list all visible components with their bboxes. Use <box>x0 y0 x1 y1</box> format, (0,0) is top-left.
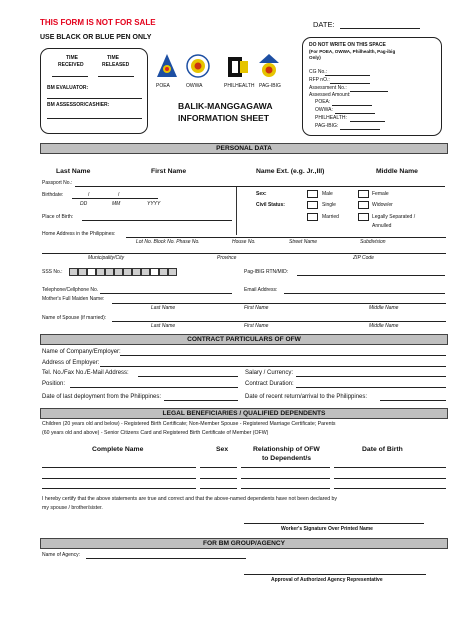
agency-pagibig: PAG-IBIG <box>259 83 281 89</box>
col-date-of-birth: Date of Birth <box>362 446 403 453</box>
email-field[interactable] <box>284 293 445 294</box>
sss-digit-box[interactable] <box>168 268 177 276</box>
single-label: Single <box>322 202 336 208</box>
time-received-label2: RECEIVED <box>58 62 84 68</box>
place-of-birth-field[interactable] <box>82 220 232 221</box>
col-relationship-line2: to Dependent/s <box>262 455 312 462</box>
recent-return-label: Date of recent return/arrival to the Philippines: <box>245 394 368 400</box>
col-sex: Sex <box>216 446 229 453</box>
married-label: Married <box>322 214 339 220</box>
philhealth-amount-label: PHILHEALTH: <box>315 115 347 121</box>
dependent-entry-line[interactable] <box>334 478 446 479</box>
col-complete-name: Complete Name <box>92 446 144 453</box>
date-field[interactable] <box>340 28 420 29</box>
pagibig-amount-label: PAG-IBIG: <box>315 123 339 129</box>
personal-data-header: PERSONAL DATA <box>40 143 448 154</box>
home-address-label: Home Address in the Philippines: <box>42 231 116 237</box>
place-of-birth-label: Place of Birth: <box>42 214 74 220</box>
certification-line2: my spouse / brother/sister. <box>42 505 103 511</box>
dd-label: DD <box>80 201 88 207</box>
agency-philhealth: PHILHEALTH <box>224 83 255 89</box>
separated-checkbox[interactable] <box>358 213 369 221</box>
company-field[interactable] <box>120 355 446 356</box>
personal-divider <box>236 187 237 235</box>
mother-last-name-label: Last Name <box>151 305 176 311</box>
agency-name-field[interactable] <box>86 558 246 559</box>
annulled-label: Annulled <box>372 223 392 229</box>
dependent-entry-line[interactable] <box>200 467 237 468</box>
sss-digit-box[interactable] <box>78 268 87 276</box>
sss-digit-box[interactable] <box>141 268 150 276</box>
separated-label: Legally Separated / <box>372 214 416 220</box>
yyyy-label: YYYY <box>147 201 161 207</box>
company-label: Name of Company/Employer: <box>42 349 121 355</box>
middle-name-header: Middle Name <box>376 168 418 175</box>
dependent-entry-line[interactable] <box>241 488 330 489</box>
spouse-name-field[interactable] <box>112 321 446 322</box>
dependent-entry-line[interactable] <box>42 467 196 468</box>
time-received-field[interactable] <box>52 76 88 77</box>
spouse-middle-name-label: Middle Name <box>369 323 399 329</box>
mother-maiden-field[interactable] <box>112 303 446 304</box>
tel-fax-email-label: Tel. No./Fax No./E-Mail Address: <box>42 370 129 376</box>
time-released-label2: RELEASED <box>102 62 130 68</box>
address-house-label: House No. <box>232 239 256 245</box>
cg-no-field[interactable] <box>325 75 370 76</box>
agency-approval-label: Approval of Authorized Agency Representative <box>271 577 383 583</box>
dependent-entry-line[interactable] <box>42 478 196 479</box>
address-province-label: Province <box>217 255 237 261</box>
male-label: Male <box>322 191 333 197</box>
salary-field[interactable] <box>296 376 446 377</box>
sss-digit-box[interactable] <box>123 268 132 276</box>
first-name-header: First Name <box>151 168 187 175</box>
sex-label: Sex: <box>256 191 267 197</box>
dependent-entry-line[interactable] <box>200 478 237 479</box>
sss-digit-box[interactable] <box>132 268 141 276</box>
assessment-no-field[interactable] <box>350 91 388 92</box>
tel-fax-email-field[interactable] <box>138 376 238 377</box>
spouse-name-label: Name of Spouse (if married): <box>42 315 107 321</box>
sss-digit-box[interactable] <box>150 268 159 276</box>
worker-signature-field[interactable] <box>244 523 424 524</box>
last-name-header: Last Name <box>56 168 91 175</box>
time-released-field[interactable] <box>98 76 134 77</box>
birthdate-label: Birthdate: <box>42 192 64 198</box>
duration-field[interactable] <box>296 387 446 388</box>
not-for-sale-warning: THIS FORM IS NOT FOR SALE <box>40 18 156 27</box>
passport-field[interactable] <box>75 186 445 187</box>
pagibig-amount-field[interactable] <box>340 129 380 130</box>
poea-logo-icon <box>156 53 178 79</box>
position-label: Position: <box>42 381 66 387</box>
pagibig-logo-icon <box>258 53 280 79</box>
time-box <box>40 48 148 134</box>
pagibig-no-label: Pag-IBIG RTN/MID: <box>244 269 289 275</box>
pen-note: USE BLACK OR BLUE PEN ONLY <box>40 34 152 41</box>
bm-assessor-label: BM ASSESSOR/CASHIER: <box>47 102 110 108</box>
name-ext-header: Name Ext. (e.g. Jr.,III) <box>256 168 325 175</box>
rfp-no-label: RFP nO.: <box>309 77 330 83</box>
dependent-entry-line[interactable] <box>241 478 330 479</box>
contract-header: CONTRACT PARTICULARS OF OFW <box>40 334 448 345</box>
agency-owwa: OWWA <box>186 83 203 89</box>
agency-poea: POEA <box>156 83 170 89</box>
time-released-label1: TIME <box>107 55 119 61</box>
beneficiaries-header: LEGAL BENEFICIARIES / QUALIFIED DEPENDENTS <box>40 408 448 419</box>
bm-assessor-field[interactable] <box>47 118 142 119</box>
sss-digit-box[interactable] <box>105 268 114 276</box>
cg-no-label: CG No.: <box>309 69 328 75</box>
office-box-title: DO NOT WRITE ON THIS SPACE <box>309 42 386 48</box>
assessed-amount-label: Assessed Amount: <box>309 92 351 98</box>
mm-label: MM <box>112 201 121 207</box>
employer-address-field[interactable] <box>100 366 446 367</box>
married-checkbox[interactable] <box>307 213 318 221</box>
male-checkbox[interactable] <box>307 190 318 198</box>
philhealth-logo-icon <box>226 53 250 79</box>
mother-maiden-label: Mother's Full Maiden Name: <box>42 296 105 302</box>
spouse-first-name-label: First Name <box>244 323 269 329</box>
birthdate-slash2: / <box>118 192 120 198</box>
address-subdivision-label: Subdivision <box>360 239 386 245</box>
recent-return-field[interactable] <box>380 400 446 401</box>
poea-amount-field[interactable] <box>332 105 372 106</box>
owwa-amount-field[interactable] <box>335 113 375 114</box>
spouse-last-name-label: Last Name <box>151 323 176 329</box>
philhealth-amount-field[interactable] <box>350 121 385 122</box>
agency-name-label: Name of Agency: <box>42 552 81 558</box>
pagibig-no-field[interactable] <box>297 275 445 276</box>
certification-line1: I hereby certify that the above statements are true and correct and that the above-named dependents have not been declared by <box>42 496 338 502</box>
bm-evaluator-label: BM EVALUATOR: <box>47 85 89 91</box>
dependent-entry-line[interactable] <box>334 488 446 489</box>
telephone-field[interactable] <box>100 293 232 294</box>
agency-signature-field[interactable] <box>244 574 426 575</box>
duration-label: Contract Duration: <box>245 381 294 387</box>
form-title-line2: INFORMATION SHEET <box>178 113 270 123</box>
beneficiaries-note1: Children (20 years old and below) - Registered Birth Certificate; Non-Member Spouse - Registered Marriage Certificate; Parents <box>42 421 336 427</box>
last-deployment-label: Date of last deployment from the Philippines: <box>42 394 162 400</box>
sss-digit-box[interactable] <box>69 268 78 276</box>
time-received-label1: TIME <box>66 55 78 61</box>
last-deployment-field[interactable] <box>164 400 238 401</box>
single-checkbox[interactable] <box>307 201 318 209</box>
mother-middle-name-label: Middle Name <box>369 305 399 311</box>
assessment-no-label: Assessment No.: <box>309 85 347 91</box>
address-street-label: Street Name <box>289 239 318 245</box>
female-label: Female <box>372 191 389 197</box>
office-box-subtitle1: (For POEA, OWWA, Philhealth, Pag-ibig <box>309 49 396 54</box>
birthdate-slash1: / <box>88 192 90 198</box>
sss-digit-box[interactable] <box>159 268 168 276</box>
office-box-subtitle2: Only) <box>309 55 321 60</box>
rfp-no-field[interactable] <box>330 83 370 84</box>
poea-amount-label: POEA: <box>315 99 331 105</box>
bm-evaluator-field[interactable] <box>47 98 142 99</box>
form-title-line1: BALIK-MANGGAGAWA <box>178 101 273 111</box>
civil-status-label: Civil Status: <box>256 202 285 208</box>
email-label: Email Address: <box>244 287 278 293</box>
salary-label: Salary / Currency: <box>245 370 294 376</box>
col-relationship-line1: Relationship of OFW <box>253 446 320 453</box>
home-address-field1[interactable] <box>126 237 446 238</box>
sss-digit-box[interactable] <box>87 268 96 276</box>
agency-header: FOR BM GROUP/AGENCY <box>40 538 448 549</box>
sss-no-label: SSS No.: <box>42 269 63 275</box>
passport-label: Passport No.: <box>42 180 73 186</box>
owwa-logo-icon <box>186 53 210 79</box>
mother-first-name-label: First Name <box>244 305 269 311</box>
female-checkbox[interactable] <box>358 190 369 198</box>
telephone-label: Telephone/Cellphone No. <box>42 287 99 293</box>
birthdate-field[interactable] <box>72 198 158 199</box>
sss-digit-box[interactable] <box>114 268 123 276</box>
widow-label: Widow/er <box>372 202 393 208</box>
dependent-entry-line[interactable] <box>42 488 196 489</box>
sss-digit-box[interactable] <box>96 268 105 276</box>
address-lot-label: Lot No. Block No. Phase No. <box>136 239 200 245</box>
dependent-entry-line[interactable] <box>334 467 446 468</box>
date-label: DATE: <box>313 20 335 29</box>
dependent-entry-line[interactable] <box>241 467 330 468</box>
employer-address-label: Address of Employer: <box>42 360 100 366</box>
position-field[interactable] <box>70 387 238 388</box>
owwa-amount-label: OWWA: <box>315 107 333 113</box>
dependent-entry-line[interactable] <box>200 488 237 489</box>
address-zip-label: ZIP Code <box>353 255 374 261</box>
widow-checkbox[interactable] <box>358 201 369 209</box>
home-address-field2[interactable] <box>42 253 446 254</box>
address-city-label: Municipality/City <box>88 255 125 261</box>
worker-signature-label: Worker's Signature Over Printed Name <box>281 526 373 532</box>
beneficiaries-note2: (60 years old and above) - Senior Citizens Card and Registered Birth Certificate of Member (OFW) <box>42 430 269 436</box>
